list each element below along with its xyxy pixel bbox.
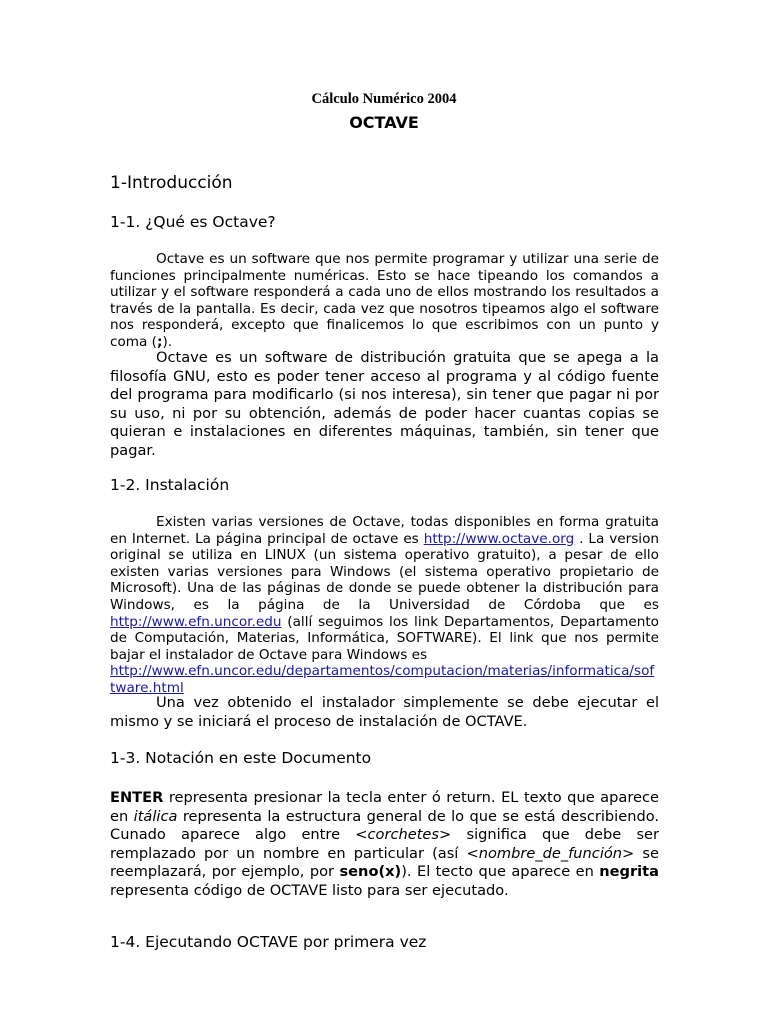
paragraph-que-es-octave-2: Octave es un software de distribución gratuita que se apega a la filosofía GNU, esto es poder tener acceso al programa y al código fuente del programa para modificarlo (si nos interesa), sin tener que pagar ni por su uso, ni por su obtención, además de poder hacer cuantas copias se quieran e instalaciones en diferentes máquinas, también, sin tener que pagar. — [110, 349, 659, 459]
paragraph-instalacion-2: Una vez obtenido el instalador simplemente se debe ejecutar el mismo y se iniciará el proceso de instalación de OCTAVE. — [110, 694, 659, 730]
course-header: Cálculo Numérico 2004 — [311, 91, 457, 107]
section-heading-instalacion: 1-2. Instalación — [110, 476, 230, 494]
paragraph-notacion: ENTER representa presionar la tecla enter ó return. EL texto que aparece en itálica representa la estructura general de lo que se está describiendo. Cunado aparece algo entre <corchetes> significa que debe ser remplazado por un nombre en particular (así <nombre_de_función> se reemplazará, por ejemplo, por seno(x)). El tecto que aparece en negrita representa código de OCTAVE listo para ser ejecutado. — [110, 789, 660, 899]
link-software-download[interactable]: http://www.efn.uncor.edu/departamentos/computacion/materias/informatica/software.html — [110, 663, 655, 696]
section-heading-notacion: 1-3. Notación en este Documento — [110, 749, 372, 767]
link-efn-uncor[interactable]: http://www.efn.uncor.edu — [110, 613, 282, 630]
paragraph-que-es-octave-1: Octave es un software que nos permite programar y utilizar una serie de funciones principalmente numéricas. Esto se hace tipeando los comandos a utilizar y el software responderá a cada uno de ellos mostrando los resultados a través de la pantalla. Es decir, cada vez que nosotros tipeamos algo el software nos responderá, excepto que finalicemos lo que escribimos con un punto y coma (;). — [110, 251, 659, 350]
section-heading-ejecutando-octave: 1-4. Ejecutando OCTAVE por primera vez — [110, 933, 427, 951]
section-heading-que-es-octave: 1-1. ¿Qué es Octave? — [110, 213, 276, 231]
link-octave-org[interactable]: http://www.octave.org — [423, 530, 575, 547]
paragraph-instalacion-1: Existen varias versiones de Octave, todas disponibles en forma gratuita en Internet. La página principal de octave es http://www.octave.org . La version original se utiliza en LINUX (un sistema operativo gratuito), a pesar de ello existen varias versiones para Windows (el sistema operativo propietario de Microsoft). Una de las páginas de donde se puede obtener la distribución para Windows, es la página de la Universidad de Córdoba que es http://www.efn.uncor.edu (allí seguimos los link Departamentos, Departamento de Computación, Materias, Informática, SOFTWARE). El link que nos permite bajar el instalador de Octave para Windows es http://www.efn.uncor.edu/departamentos/computacion/materias/informatica/software.html — [110, 514, 660, 696]
document-title: OCTAVE — [349, 113, 419, 132]
section-heading-introduccion: 1-Introducción — [110, 173, 233, 193]
